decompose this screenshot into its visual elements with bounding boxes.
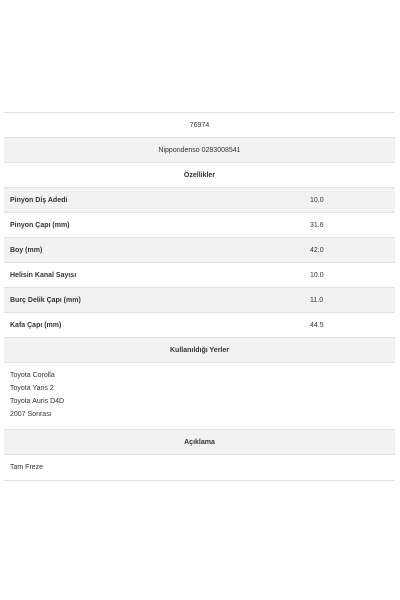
product-code: 76974 bbox=[189, 121, 210, 129]
usage-item: Toyota Auris D4D bbox=[10, 398, 65, 405]
spec-label: Helisin Kanal Sayısı bbox=[10, 271, 77, 279]
spec-value: 42.0 bbox=[310, 246, 324, 254]
product-code-row bbox=[4, 113, 395, 138]
oem-row bbox=[4, 138, 395, 163]
spec-value: 44.5 bbox=[310, 321, 324, 329]
spec-value: 10.0 bbox=[310, 196, 324, 204]
specs-heading: Özellikler bbox=[183, 171, 216, 179]
usage-list bbox=[4, 363, 395, 430]
usage-item: Toyota Corolla bbox=[10, 372, 55, 379]
spec-value: 10.0 bbox=[310, 271, 324, 279]
oem-reference: Nippondenso 0283008541 bbox=[158, 146, 241, 154]
description-text: Tam Freze bbox=[4, 455, 395, 481]
usage-item: 2007 Sonrası bbox=[10, 411, 52, 418]
specs-heading-row bbox=[4, 163, 395, 188]
product-spec-table bbox=[4, 112, 395, 481]
spec-value: 11.0 bbox=[310, 296, 324, 304]
description-heading-row bbox=[4, 430, 395, 455]
spec-row bbox=[4, 238, 395, 263]
spec-value: 31.6 bbox=[310, 221, 324, 229]
spec-label: Pinyon Çapı (mm) bbox=[10, 221, 70, 229]
spec-label: Kafa Çapı (mm) bbox=[10, 321, 62, 329]
spec-label: Boy (mm) bbox=[10, 246, 43, 254]
spec-row bbox=[4, 263, 395, 288]
spec-row bbox=[4, 288, 395, 313]
usage-item: Toyota Yaris 2 bbox=[10, 385, 54, 392]
spec-row bbox=[4, 213, 395, 238]
spec-row bbox=[4, 313, 395, 338]
spec-row bbox=[4, 188, 395, 213]
usage-heading-row bbox=[4, 338, 395, 363]
spec-label: Pinyon Diş Adedi bbox=[10, 196, 68, 204]
description-heading: Açıklama bbox=[184, 438, 215, 446]
spec-label: Burç Delik Çapı (mm) bbox=[10, 296, 81, 304]
usage-heading: Kullanıldığı Yerler bbox=[169, 346, 229, 354]
